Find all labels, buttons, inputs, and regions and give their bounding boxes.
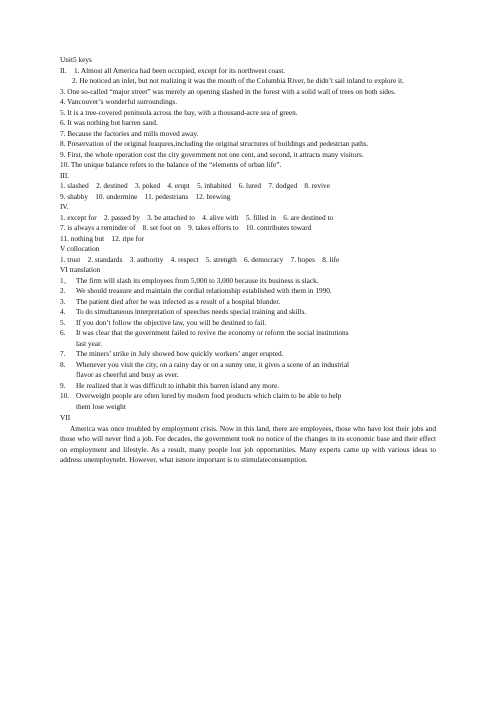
translation-item-text: The miners’ strike in July showed how quickly workers’ anger erupted. [76, 349, 284, 358]
section-2-item-6: 6. It was nothing but barren sand. [60, 118, 158, 127]
translation-item-continuation: flavor as cheerful and busy as ever. [76, 370, 179, 379]
section-2-item-5: 5. It is a tree-covered peninsula across the bay, with a thousand-acre sea of green. [60, 107, 298, 117]
section-3-row-2: 9. shabby 10. undermine 11. pedestrians 12. brewing [60, 191, 231, 201]
section-4-row-1: 1. except for 2. passed by 3. be attached to 4. alive with 5. filled in 6. are destined to [60, 212, 334, 222]
translation-item [60, 276, 436, 287]
translation-list [60, 276, 436, 413]
translation-item-text: If you don’t follow the objective law, you will be destined to fail. [76, 317, 267, 327]
translation-item-text: Whenever you visit the city, on a rainy day or on a sunny one, it gives a scene of an industrial [76, 359, 350, 369]
section-3-label: III. [60, 170, 70, 180]
section-6-label: VI translation [60, 265, 101, 274]
translation-item-text: To do simultaneous interpretation of speeches needs special training and skills. [76, 307, 307, 316]
document-content [60, 55, 436, 466]
translation-item [60, 318, 436, 329]
translation-item [60, 381, 436, 392]
section-2-item-1: 1. Almost all America had been occupied, except for its northwest coast. [73, 65, 286, 75]
section-7-label: VII [60, 413, 71, 422]
translation-item-number: 5. [60, 317, 66, 327]
section-4-row-2: 7. is always a reminder of 8. set foot on 9. takes efforts to 10. contributes toward [60, 223, 312, 232]
translation-item-text: He realized that it was difficult to inhabit this barren island any more. [76, 380, 280, 390]
translation-item-continuation: them lose weight [76, 401, 126, 411]
translation-item-number: 8. [60, 359, 66, 369]
section-2-item-7: 7. Because the factories and mills moved away. [60, 128, 199, 138]
translation-item [60, 297, 436, 308]
section-2-label: II. [60, 65, 67, 75]
translation-item-number: 4. [60, 307, 66, 316]
translation-item-text: The firm will slash its employees from 5,000 to 3,000 because its business is slack. [76, 275, 319, 285]
document-title: Unit5 keys [60, 55, 92, 64]
translation-item [60, 391, 436, 402]
translation-item-text: It was clear that the government failed to revive the economy or reform the social institutions [76, 328, 349, 337]
translation-item-continuation: last year. [76, 338, 102, 348]
translation-item-number: 9. [60, 380, 66, 390]
section-2-item-4: 4. Vancouver’s wonderful surroundings. [60, 97, 178, 106]
translation-item [60, 286, 436, 297]
translation-item [60, 307, 436, 318]
section-2-item-8: 8. Preservation of the original feaqures,including the original structures of buildings and pedestrian paths. [60, 139, 369, 148]
section-5-label: V collocation [60, 244, 100, 253]
translation-item-text: The patient died after he was infected as a result of a hospital blunder. [76, 296, 281, 306]
section-2-item-10: 10. The unique balance refers to the balance of the “elements of urban life”. [60, 160, 282, 169]
section-2-item-2: 2. He noticed an inlet, but not realizing it was the mouth of the Columbia River, he didn’t sail inland to explore it. [72, 76, 404, 85]
section-4-row-3: 11. nothing but 12. ripe for [60, 233, 145, 243]
translation-item-number: 2. [60, 286, 66, 295]
section-4-label: IV. [60, 202, 69, 211]
translation-item-number: 6. [60, 328, 66, 337]
section-7-paragraph: America was once troubled by employment crisis. Now in this land, there are employees, those who have lost their jobs and those who will never find a job. For decades, the government took no notice of the changes in its economic base and their effect on employment and lifestyle. As a result, many people lost job opportunities. Many experts came up with various ideas to address unemploynebt. However, what ismore important is to stimulateconsumption. [60, 423, 436, 464]
translation-item-number: 1、 [60, 275, 71, 285]
translation-item-number: 7. [60, 349, 66, 358]
translation-item [60, 328, 436, 339]
translation-item-number: 3. [60, 296, 66, 306]
translation-item-number: 10. [60, 391, 70, 400]
translation-item [60, 349, 436, 360]
section-3-row-1: 1. slashed 2. destined 3. poked 4. erupt 5. inhabited 6. lured 7. dodged 8. revive [60, 181, 330, 190]
translation-item [60, 360, 436, 371]
translation-item-text: Overweight people are often lured by modern food products which claim to be able to help [76, 391, 342, 400]
section-2-item-3: 3. One so-called “major street” was merely an opening slashed in the forest with a solid wall of trees on both sides. [60, 86, 396, 96]
section-2-item-9: 9. First, the whole operation cost the city government not one cent, and second, it attracts many visitors. [60, 149, 364, 159]
section-5-row: 1. trust 2. standards 3. authority 4. respect 5. strength 6. democracy 7. hopes 8. life [60, 254, 340, 264]
section-2-first-line [60, 66, 436, 77]
translation-item-text: We should treasure and maintain the cordial relationship established with them in 1990. [76, 286, 332, 295]
